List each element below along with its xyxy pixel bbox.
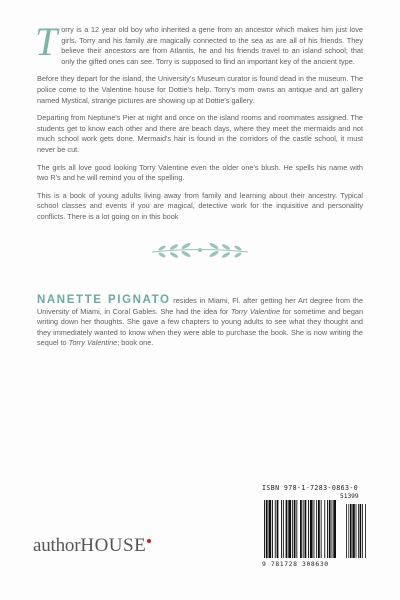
blurb-paragraph-3: Departing from Neptune's Pier at night and once on the island rooms and roommates assigned. The students get to know each other and there are beach days, where they meet the mermaids and not much school work gets done. Mermaid's hair is found in the corridors of the castle school, it must never be cut. xyxy=(37,113,363,154)
barcode-addon-bar xyxy=(352,504,354,558)
book-title-ref: Torry Valentine xyxy=(230,306,281,316)
book-blurb xyxy=(35,19,363,230)
barcode-bar xyxy=(292,500,293,558)
barcode-bar xyxy=(277,500,279,558)
author-bio xyxy=(37,295,363,349)
isbn-number: ISBN 978-1-7283-0863-0 xyxy=(262,484,359,492)
publisher-name-author: author xyxy=(33,535,81,556)
barcode-bar xyxy=(327,500,328,558)
barcode-bar xyxy=(269,500,272,558)
author-bio-text: ; book one. xyxy=(117,338,154,348)
ean-digits: 9 781728 308630 xyxy=(262,560,329,568)
book-title-ref: Torry Valentine xyxy=(68,338,118,348)
barcode-bar xyxy=(324,500,325,558)
barcode-bar xyxy=(329,500,331,558)
barcode-bar xyxy=(314,500,315,558)
price-code: 51399 xyxy=(340,493,359,500)
barcode-bar xyxy=(310,500,313,558)
drop-cap: T xyxy=(35,19,58,64)
barcode-bar xyxy=(272,500,273,558)
blurb-paragraph-4: The girls all love good looking Torry Valentine even the older one's blush. He spells his name with two R's and he will remind you of the spelling. xyxy=(37,162,363,183)
author-bio-text: resides in Miami, Fl. after getting her Art degree from the University of Miami, in Coral Gables. She had the idea for xyxy=(37,296,363,316)
blurb-paragraph-2: Before they depart for the island, the University's Museum curator is found dead in the museum. The police come to the Valentine house for Dottie's help. Torry's mom owns an antique and art gallery named Mystical, strange pictures are showing up at Dottie's gallery. xyxy=(37,74,363,105)
blurb-paragraph-1: Torry is a 12 year old boy who inherited a gene from an ancestor which makes him just love girls. Torry and his family are magically connected to the sea as are all of his friends. They believe their ancestors are from Atlantis, he and his friends travel to an island school; that only the gifted ones can see. Torry is supposed to find an important key of the ancient type. xyxy=(35,19,363,66)
barcode-addon-bar xyxy=(346,504,347,558)
barcode-bar xyxy=(264,500,265,558)
isbn-barcode xyxy=(262,484,370,570)
barcode-bar xyxy=(266,500,268,558)
barcode-bar xyxy=(308,500,309,558)
barcode-bar xyxy=(286,500,288,558)
barcode-bar xyxy=(294,500,296,558)
barcode-addon-bar xyxy=(360,504,362,558)
barcode-bar xyxy=(332,500,333,558)
barcode-bars xyxy=(262,500,370,558)
barcode-bar xyxy=(281,500,282,558)
barcode-bar xyxy=(321,500,322,558)
barcode-bar xyxy=(283,500,284,558)
barcode-bar xyxy=(288,500,291,558)
barcode-bar xyxy=(333,500,336,558)
barcode-addon-bar xyxy=(358,504,359,558)
publisher-name-house: HOUSE xyxy=(80,535,147,556)
author-bio-text: for sometime and began writing down her thoughts. She gave a few chapters to young adults to see what they thought and they immediately wanted to know when they were able to purchase the book. She is now writing the sequel to xyxy=(37,306,364,348)
publisher-dot-icon xyxy=(147,539,151,543)
publisher-logo xyxy=(33,536,151,558)
barcode-addon-bar xyxy=(365,504,366,558)
leaf-ornament-icon xyxy=(148,241,252,263)
barcode-bar xyxy=(305,500,307,558)
blurb-paragraph-5: This is a book of young adults living away from family and learning about their ancestry. Typical school classes and events if you are magical, detective work for the inquisitive and personality conflicts. There is a lot going on in this book xyxy=(37,190,363,221)
barcode-bar xyxy=(316,500,317,558)
barcode-addon-bar xyxy=(348,504,349,558)
barcode-bar xyxy=(303,500,304,558)
barcode-bar xyxy=(275,500,276,558)
barcode-addon-bar xyxy=(350,504,352,558)
barcode-bar xyxy=(296,500,297,558)
author-name: NANETTE PIGNATO xyxy=(37,294,171,306)
barcode-bar xyxy=(318,500,320,558)
barcode-addon-bar xyxy=(362,504,363,558)
barcode-bar xyxy=(300,500,302,558)
barcode-addon-bar xyxy=(356,504,357,558)
